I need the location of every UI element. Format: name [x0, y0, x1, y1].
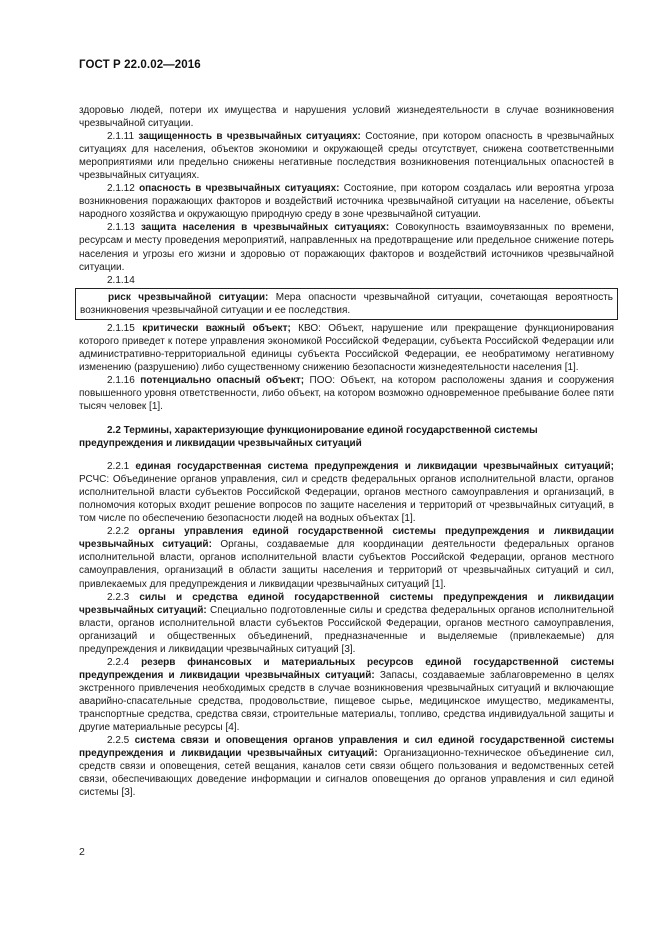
term-title: защищенность в чрезвычайных ситуациях: [138, 131, 361, 143]
term-2-1-11 [79, 130, 614, 182]
term-number: 2.2.3 [107, 591, 130, 603]
term-title: резерв финансовых и материальных ресурсов единой государственной системы предупреждения и ликвидации чрезвычайных ситуаций: [79, 656, 614, 681]
term-number: 2.1.16 [107, 374, 135, 386]
term-definition: Совокупность взаимоувязанных по времени, ресурсам и месту проведения мероприятий, направленных на предотвращение или предельное снижение потерь населения и угрозы его жизни и здоровью от поражающих факторов и воздействий источников чрезвычайной ситуации. [79, 222, 614, 273]
term-2-2-2 [79, 525, 614, 590]
term-title: защита населения в чрезвычайных ситуациях: [140, 222, 390, 234]
term-definition: Органы, создаваемые для координации деятельности федеральных органов исполнительной власти, органов исполнительной власти субъектов Российской Федерации, органов местного самоуправления, организаций в области защиты населения и территорий от чрезвычайных ситуаций и сил, привлекаемых для предупреждения и ликвидации чрезвычайных ситуаций [1]. [79, 539, 615, 590]
term-definition: Объект, на котором расположены здания и сооружения повышенного уровня ответственности, либо объект, на котором возможно одновременное пребывание более пяти тысяч человек [1]. [79, 374, 615, 413]
term-title: силы и средства единой государственной системы предупреждения и ликвидации чрезвычайных ситуаций: [79, 591, 615, 616]
term-number: 2.1.15 [107, 322, 135, 334]
term-abbreviation: КВО: [298, 322, 321, 334]
term-number: 2.1.12 [107, 183, 135, 195]
page-number: 2 [79, 846, 85, 858]
term-2-2-3 [79, 591, 614, 656]
term-title: органы управления единой государственной системы предупреждения и ликвидации чрезвычайных ситуаций: [79, 526, 614, 551]
term-2-2-5 [79, 734, 614, 799]
term-number: 2.2.1 [107, 461, 130, 473]
term-abbreviation: ПОО: [309, 374, 336, 386]
term-definition: Состояние, при котором создалась или вероятна угроза возникновения поражающих факторов и воздействий источника чрезвычайной ситуации на население, объекты народного хозяйства и окружающую природную среду в зоне чрезвычайной ситуации. [79, 183, 614, 221]
term-2-1-14-number: 2.1.14 [107, 274, 135, 286]
term-title: риск чрезвычайной ситуации: [108, 291, 269, 303]
term-title: система связи и оповещения органов управления и сил единой государственной системы предупреждения и ликвидации чрезвычайных ситуаций: [79, 735, 614, 760]
section-heading-2-2: 2.2 Термины, характеризующие функционирование единой государственной системы предупреждения и ликвидации чрезвычайных ситуаций [79, 425, 538, 450]
term-definition: Запасы, создаваемые заблаговременно в целях экстренного привлечения необходимых средств в случае возникновения чрезвычайных ситуаций и включающие аварийно-спасательные средства, продовольствие, пищевое сырье, медицинское имущество, медикаменты, транспортные средства, средства связи, строительные материалы, топливо, средства индивидуальной защиты и другие материальные ресурсы [4]. [79, 669, 615, 734]
term-definition: Объединение органов управления, сил и средств федеральных органов исполнительной власти, органов исполнительной власти субъектов Российской Федерации, органов местного самоуправления и организаций, в полномочия которых входит решение вопросов по защите населения и территорий от чрезвычайных ситуаций, в том числе по обеспечению безопасности людей на водных объектах [1]. [79, 474, 614, 525]
term-definition: Мера опасности чрезвычайной ситуации, сочетающая вероятность возникновения чрезвычайной ситуации и ее последствия. [80, 291, 613, 316]
term-number: 2.2.2 [107, 526, 130, 538]
term-number: 2.2.5 [107, 735, 130, 747]
term-number: 2.1.13 [107, 222, 135, 234]
term-2-2-1 [79, 460, 614, 525]
term-2-1-14 [80, 291, 613, 317]
term-abbreviation: РСЧС: [79, 474, 110, 486]
term-2-2-4 [79, 656, 614, 734]
term-title: опасность в чрезвычайных ситуациях: [139, 183, 340, 195]
term-number: 2.2.4 [107, 656, 130, 668]
term-2-1-13 [79, 221, 614, 273]
term-2-1-15 [79, 322, 614, 374]
term-2-1-14-box [75, 288, 618, 320]
term-2-1-16 [79, 374, 614, 413]
term-definition: Специально подготовленные силы и средства федеральных органов исполнительной власти, органов исполнительной власти субъектов Российской Федерации, органов местного самоуправления, организаций и общественных объединений, предназначенные и выделяемые (привлекаемые) для предупреждения и ликвидации чрезвычайных ситуаций [3]. [79, 604, 615, 655]
term-title: потенциально опасный объект; [140, 374, 305, 386]
term-title: критически важный объект; [142, 322, 291, 334]
paragraph-continuation: здоровью людей, потери их имущества и нарушения условий жизнедеятельности в случае возникновения чрезвычайной ситуации. [79, 105, 614, 130]
term-number: 2.1.11 [107, 131, 135, 143]
document-header: ГОСТ Р 22.0.02—2016 [79, 59, 201, 71]
term-definition: Состояние, при котором опасность в чрезвычайных ситуациях для населения, объектов экономики и окружающей среды отсутствует, снижена соответственными мероприятиями или предельно снижены негативные последствия возникновения потенциальных опасностей в чрезвычайных ситуациях. [79, 131, 614, 182]
document-body [79, 104, 614, 799]
term-definition: Объект, нарушение или прекращение функционирования которого приведет к потере управления экономикой Российской Федерации, субъекта Российской Федерации или административно-территориальной единицы субъекта Российской Федерации, ее необратимому негативному изменению (разрушению) либо существенному снижению безопасности жизнедеятельности населения [1]. [79, 322, 615, 373]
term-definition: Организационно-техническое объединение сил, средств связи и оповещения, сетей вещания, каналов сети связи общего пользования и ведомственных сетей связи, обеспечивающих доведение информации и сигналов оповещения до органов управления и сил единой системы [3]. [79, 748, 614, 799]
term-title: единая государственная система предупреждения и ликвидации чрезвычайных ситуаций; [135, 461, 614, 473]
term-2-1-12 [79, 182, 614, 221]
